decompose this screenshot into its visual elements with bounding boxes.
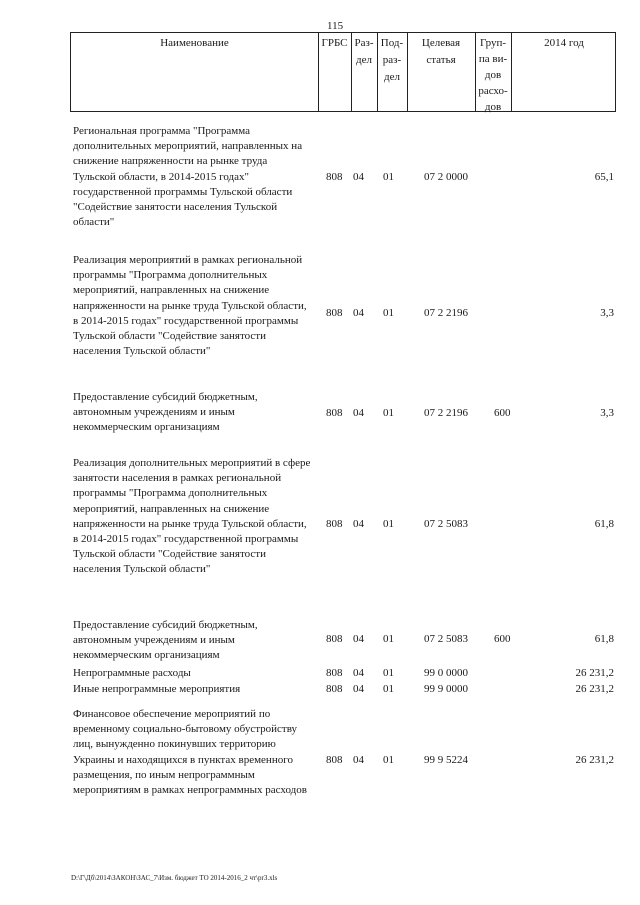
row-sum: 61,8 <box>594 633 614 645</box>
row-name: Иные непрограммные мероприятия <box>73 683 241 695</box>
header-name: Наименование <box>160 37 229 49</box>
table-row <box>70 707 616 822</box>
row-grbs: 808 <box>326 667 343 679</box>
row-celevaya: 07 2 5083 <box>424 518 468 530</box>
table-row <box>70 253 616 378</box>
row-grbs: 808 <box>326 633 343 645</box>
row-podrazdel: 01 <box>383 307 394 319</box>
row-name: Региональная программа "Программа дополнительных мероприятий, направленных на снижение напряженности на рынке труда Тульской области, в 2014-2015 годах" государственной программы Тульской области "Содействие занятости населения Тульской области" <box>73 125 303 229</box>
header-gruppa: Груп- па ви- дов расхо- дов <box>478 37 508 113</box>
row-podrazdel: 01 <box>383 667 394 679</box>
row-name: Непрограммные расходы <box>73 667 191 679</box>
row-razdel: 04 <box>353 407 364 419</box>
row-razdel: 04 <box>353 754 364 766</box>
row-celevaya: 07 2 2196 <box>424 407 468 419</box>
header-year: 2014 год <box>544 37 584 49</box>
row-razdel: 04 <box>353 683 364 695</box>
table-row <box>70 682 616 698</box>
table-row <box>70 390 616 438</box>
row-name: Предоставление субсидий бюджетным, автономным учреждениям и иным некоммерческим организациям <box>73 391 258 434</box>
row-sum: 26 231,2 <box>575 754 614 766</box>
row-grbs: 808 <box>326 518 343 530</box>
row-vid: 600 <box>494 407 511 419</box>
row-grbs: 808 <box>326 754 343 766</box>
table-header <box>70 32 616 112</box>
header-celevaya: Целевая статья <box>421 37 461 66</box>
row-name: Финансовое обеспечение мероприятий по временному социально-бытовому обустройству лиц, вынужденно покинувших территорию Украины и находящихся в пунктах временного размещения, по иным непрограммным мероприятиям в рамках непрограммных расходов <box>73 708 307 797</box>
row-sum: 26 231,2 <box>575 683 614 695</box>
row-name: Реализация дополнительных мероприятий в сфере занятости населения в рамках региональной программы "Программа дополнительных мероприятий, направленных на снижение напряженности на рынке труда Тульской области, в 2014-2015 годах" государственной программы Тульской области "Содействие занятости населения Тульской области" <box>73 457 311 576</box>
row-sum: 26 231,2 <box>575 667 614 679</box>
row-podrazdel: 01 <box>383 171 394 183</box>
header-grbs: ГРБС <box>321 37 348 49</box>
table-row <box>70 618 616 666</box>
row-grbs: 808 <box>326 171 343 183</box>
footer-file-path: D:\Г\Дб\2014\ЗАКОН\ЗАС_7\Изм. бюджет ТО 2014-2016_2 чт\pr3.xls <box>71 874 278 882</box>
row-razdel: 04 <box>353 171 364 183</box>
row-podrazdel: 01 <box>383 683 394 695</box>
row-celevaya: 07 2 2196 <box>424 307 468 319</box>
row-celevaya: 07 2 0000 <box>424 171 468 183</box>
row-name: Предоставление субсидий бюджетным, автономным учреждениям и иным некоммерческим организациям <box>73 619 258 662</box>
row-podrazdel: 01 <box>383 754 394 766</box>
table-row <box>70 456 616 596</box>
row-sum: 3,3 <box>600 407 614 419</box>
row-vid: 600 <box>494 633 511 645</box>
row-podrazdel: 01 <box>383 518 394 530</box>
row-sum: 65,1 <box>594 171 614 183</box>
row-sum: 3,3 <box>600 307 614 319</box>
header-podrazdel: Под- раз- дел <box>380 37 404 83</box>
row-razdel: 04 <box>353 518 364 530</box>
page-number: 115 <box>327 20 344 32</box>
header-razdel: Раз- дел <box>354 37 374 66</box>
row-celevaya: 99 0 0000 <box>424 667 468 679</box>
row-razdel: 04 <box>353 667 364 679</box>
table-row <box>70 124 616 234</box>
row-razdel: 04 <box>353 307 364 319</box>
row-podrazdel: 01 <box>383 407 394 419</box>
table-row <box>70 666 616 682</box>
row-sum: 61,8 <box>594 518 614 530</box>
row-celevaya: 99 9 5224 <box>424 754 468 766</box>
row-grbs: 808 <box>326 407 343 419</box>
row-celevaya: 07 2 5083 <box>424 633 468 645</box>
row-grbs: 808 <box>326 683 343 695</box>
row-podrazdel: 01 <box>383 633 394 645</box>
row-razdel: 04 <box>353 633 364 645</box>
row-grbs: 808 <box>326 307 343 319</box>
row-name: Реализация мероприятий в рамках региональной программы "Программа дополнительных мероприятий, направленных на снижение напряженности на рынке труда Тульской области, в 2014-2015 годах" государственной программы Тульской области "Содействие занятости населения Тульской области" <box>73 254 307 358</box>
row-celevaya: 99 9 0000 <box>424 683 468 695</box>
